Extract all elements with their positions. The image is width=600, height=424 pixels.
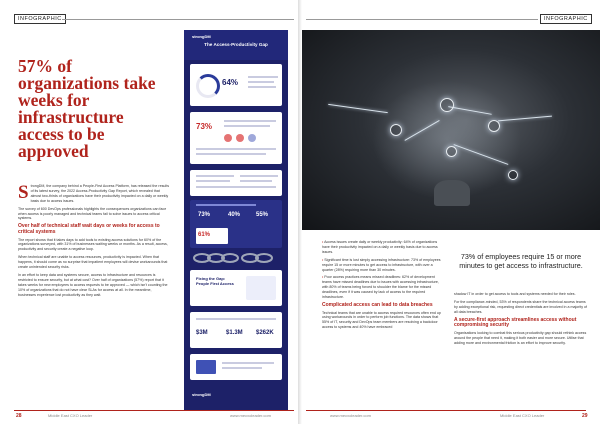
node-icon [488, 120, 500, 132]
node-icon [446, 146, 457, 157]
bullet-item: • Significant time is lost simply accessing infrastructure: 73% of employees require 15 or more minutes to get access to infrastructure, with over a quarter (28%) requiring more than 30 minutes. [322, 257, 441, 272]
paragraph: Organisations looking to combat this serious productivity gap should rethink access around the people that need it, making it both easier and more secure. Utilise that adding more and environmental friction is an effort to improve security. [454, 330, 587, 345]
brand-logo: strongDM [192, 34, 211, 39]
footer-url[interactable]: www.mecxoleader.com [330, 413, 371, 418]
subheading: Complicated access can lead to data breaches [322, 301, 433, 308]
section-heading: Fixing the Gap: People First Access [196, 276, 234, 286]
section-tag: INFOGRAPHIC [14, 14, 66, 24]
top-rule [306, 19, 538, 20]
bullet-list [322, 240, 442, 333]
paragraph: When technical staff are unable to access resources, productivity is impacted. When that happens, it should come as no surprise that impatient employees will devise workarounds that create unintended security risks. [18, 255, 168, 270]
footer-publication: Middle East CXO Leader [48, 413, 93, 418]
laptop-icon [196, 360, 216, 374]
pull-quote: 73% of employees require 15 or more minutes to get access to infrastructure. [459, 252, 583, 270]
person-icon [236, 134, 244, 142]
footer-url[interactable]: www.mecxoleader.com [230, 413, 271, 418]
dropcap: S [18, 182, 29, 203]
network-photo [302, 30, 600, 230]
left-page [0, 0, 298, 424]
paragraph: In an effort to keep data and systems secure, access to infrastructure and resources is restricted to ensure security, but at what cost? Over half of organizations (57%) report that it takes weeks for new employees to access requests to be approved — which isn't counting the 10% of organizations that do not have clear SLAs for access at all. In the meantime, businesses experience lost productivity as they wait. [18, 272, 168, 297]
footer-publication: Middle East CXO Leader [500, 413, 545, 418]
footer-rule [306, 410, 586, 411]
article-body-left [18, 184, 170, 301]
paragraph: For the compliance-minded, 53% of respondents share the technical access teams by adding exceptional risk, requesting direct credentials are involved in a majority of all data breaches. [454, 299, 588, 314]
node-icon [390, 124, 402, 136]
cost-value: $3M [196, 330, 208, 336]
paragraph: shadow IT in order to get access to tools and systems needed for their roles. [454, 292, 576, 296]
person-icon [248, 134, 256, 142]
hand-silhouette [434, 180, 470, 206]
paragraph: Technical teams that are unable to access required resources often end up using workarounds in order to perform job functions. The data shows that 55% of IT, security and DevOps team members are resolving a backdoor access to systems and 40% have embraced [322, 310, 441, 330]
person-icon [224, 134, 232, 142]
infographic-poster [184, 30, 288, 410]
section-tag: INFOGRAPHIC [540, 14, 592, 24]
bullet-item: • Access issues create daily or weekly productivity: 64% of organizations have their productivity impacted on a daily or weekly basis due to access issues. [322, 240, 438, 254]
page-number: 28 [16, 413, 22, 419]
fix-card [190, 270, 282, 306]
cost-value: $1.3M [226, 330, 243, 336]
cost-value: $262K [256, 330, 274, 336]
brand-logo-footer: strongDM [192, 392, 211, 397]
stat-card [190, 64, 282, 106]
subheading: Over half of technical staff wait days or weeks for access to critical systems [18, 223, 160, 235]
footer-rule [14, 410, 294, 411]
infographic-title: The Access-Productivity Gap [204, 42, 268, 47]
security-panel: 73% 40% 55% 61% [190, 200, 282, 248]
subheading: A secure-first approach streamlines access without compromising security [454, 316, 577, 329]
stat-card [190, 112, 282, 164]
node-icon [508, 170, 518, 180]
node-icon [440, 98, 454, 112]
cta-card [190, 354, 282, 380]
top-rule [62, 19, 294, 20]
bullet-item: • Poor access practices means missed deadlines: 62% of development teams have missed deadlines due to issues with accessing infrastructure, with 80% of teams being forced to shoulder the blame for the missed deadlines, even if it was caused by lack of access to the required infrastructure. [322, 275, 439, 300]
illustration [246, 276, 276, 300]
stat-card [190, 170, 282, 196]
page-number: 29 [582, 413, 588, 419]
intro-paragraph: StrongDM, the company behind a People-First Access Platform, has released the results of its latest survey, the 2022 Access-Productivity Gap Report, which revealed that almost two-thirds of organizations have their productivity impacted on a daily or weekly basis due to access issues. [18, 182, 170, 203]
paragraph: The survey of 600 DevOps professionals highlights the consequences organizations can face when access is poorly managed and technical teams fail to solve issues to access critical systems. [18, 206, 167, 221]
page-headline: 57% of organizations take weeks for infrastructure access to be approved [18, 56, 156, 161]
cost-card [190, 312, 282, 348]
stat-value: 61% [198, 232, 211, 238]
stat-value: 73% [196, 122, 213, 131]
article-body-right [454, 292, 588, 349]
donut-chart-icon [196, 74, 220, 98]
paragraph: The report shows that it takes days to add tools to existing access solutions for 60% of the organizations surveyed, with 31% of businesses waiting weeks or months. As a result, access, productivity and security create a negative loop. [18, 237, 168, 252]
chain-graphic [184, 250, 288, 266]
stat-value: 64% [222, 78, 239, 87]
